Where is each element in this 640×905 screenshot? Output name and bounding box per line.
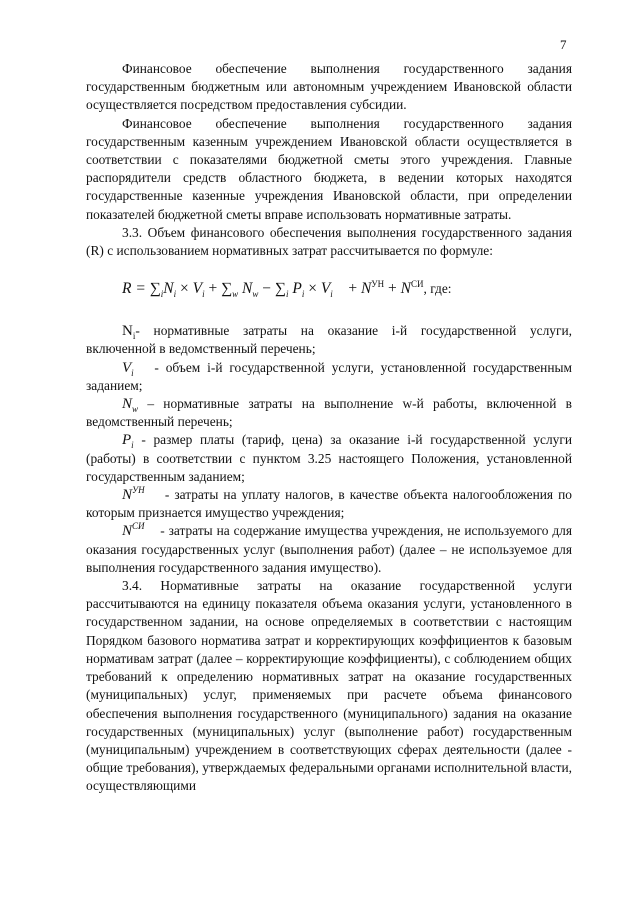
paragraph-3-4: 3.4. Нормативные затраты на оказание государственной услуги рассчитываются на единицу показателя объема оказания услуги, установленного в государственном задании, на основе определяемых в соответствии с настоящим Порядком базового норматива затрат и корректирующих коэффициентов к базовым нормативам затрат (далее – корректирующие коэффициенты), с соблюдением общих требований к определению нормативных затрат на оказание государственных (муниципальных) услуг, применяемых при расчете объема финансового обеспечения выполнения государственного (муниципального) задания на оказание государственных (муниципальных) услуг (выполнение работ) государственным (муниципальным) учреждением в соответствующих сферах деятельности (далее - общие требования), утверждаемых федеральными органами исполнительной власти, осуществляющими xyxy=(86,578,572,794)
definition-ni: $N_i-$ нормативные затраты на оказание i-й государственной услуги, включенной в ведомственный перечень; xyxy=(86,323,572,357)
definition-nun: $N^{УН}$ - затраты на уплату налогов, в качестве объекта налогообложения по которым признается имущество учреждения; xyxy=(86,485,572,521)
paragraph-funding-subsidy: Финансовое обеспечение выполнения государственного задания государственным бюджетным или автономным учреждением Ивановской области осуществляется посредством предоставления субсидии. xyxy=(86,61,572,113)
symbol-ni: $N_i$ xyxy=(122,323,136,342)
document-body xyxy=(86,60,572,796)
formula-body: $\sum_iN_i \times V_i + \sum_w$ $N_w - \sum_i$ $P_i \times V_i$ + $N^{УН} + N^{СИ}$ xyxy=(149,279,424,300)
symbol-nun: $N^{УН}$ xyxy=(122,485,145,504)
formula-where: , где: xyxy=(423,281,452,297)
formula-lhs: R = xyxy=(122,280,150,298)
formula xyxy=(86,278,572,300)
definition-nw: $N_w$ – нормативные затраты на выполнение w-й работы, включенной в ведомственный перечень; xyxy=(86,396,572,430)
definition-vi: $V_i$ - объем i-й государственной услуги, установленной государственным заданием; xyxy=(86,359,572,393)
symbol-vi: $V_i$ xyxy=(122,359,134,378)
page-number: 7 xyxy=(560,37,567,52)
definition-pi: $P_i$ - размер платы (тариф, цена) за оказание i-й государственной услуги (работы) в соответствии с пунктом 3.25 настоящего Положения, установленной государственным заданием; xyxy=(86,432,572,484)
symbol-nw: $N_w$ xyxy=(122,396,139,415)
symbol-nsi: $N^{СИ}$ xyxy=(122,521,145,540)
definition-nsi: $N^{СИ}$ - затраты на содержание имущества учреждения, не используемого для оказания государственных услуг (выполнения работ) (далее – не используемое для выполнения государственного задания имущество). xyxy=(86,521,572,575)
symbol-pi: $P_i$ xyxy=(122,432,134,451)
paragraph-3-3: 3.3. Объем финансового обеспечения выполнения государственного задания (R) с использованием нормативных затрат рассчитывается по формуле: xyxy=(86,224,572,259)
paragraph-funding-kazennoe: Финансовое обеспечение выполнения государственного задания государственным казенным учреждением Ивановской области осуществляется в соответствии с показателями бюджетной сметы этого учреждения. Главные распорядители средств областного бюджета, в ведении которых находятся государственные казенные учреждения Ивановской области, при определении показателей бюджетной сметы вправе использовать нормативные затраты. xyxy=(86,115,572,222)
